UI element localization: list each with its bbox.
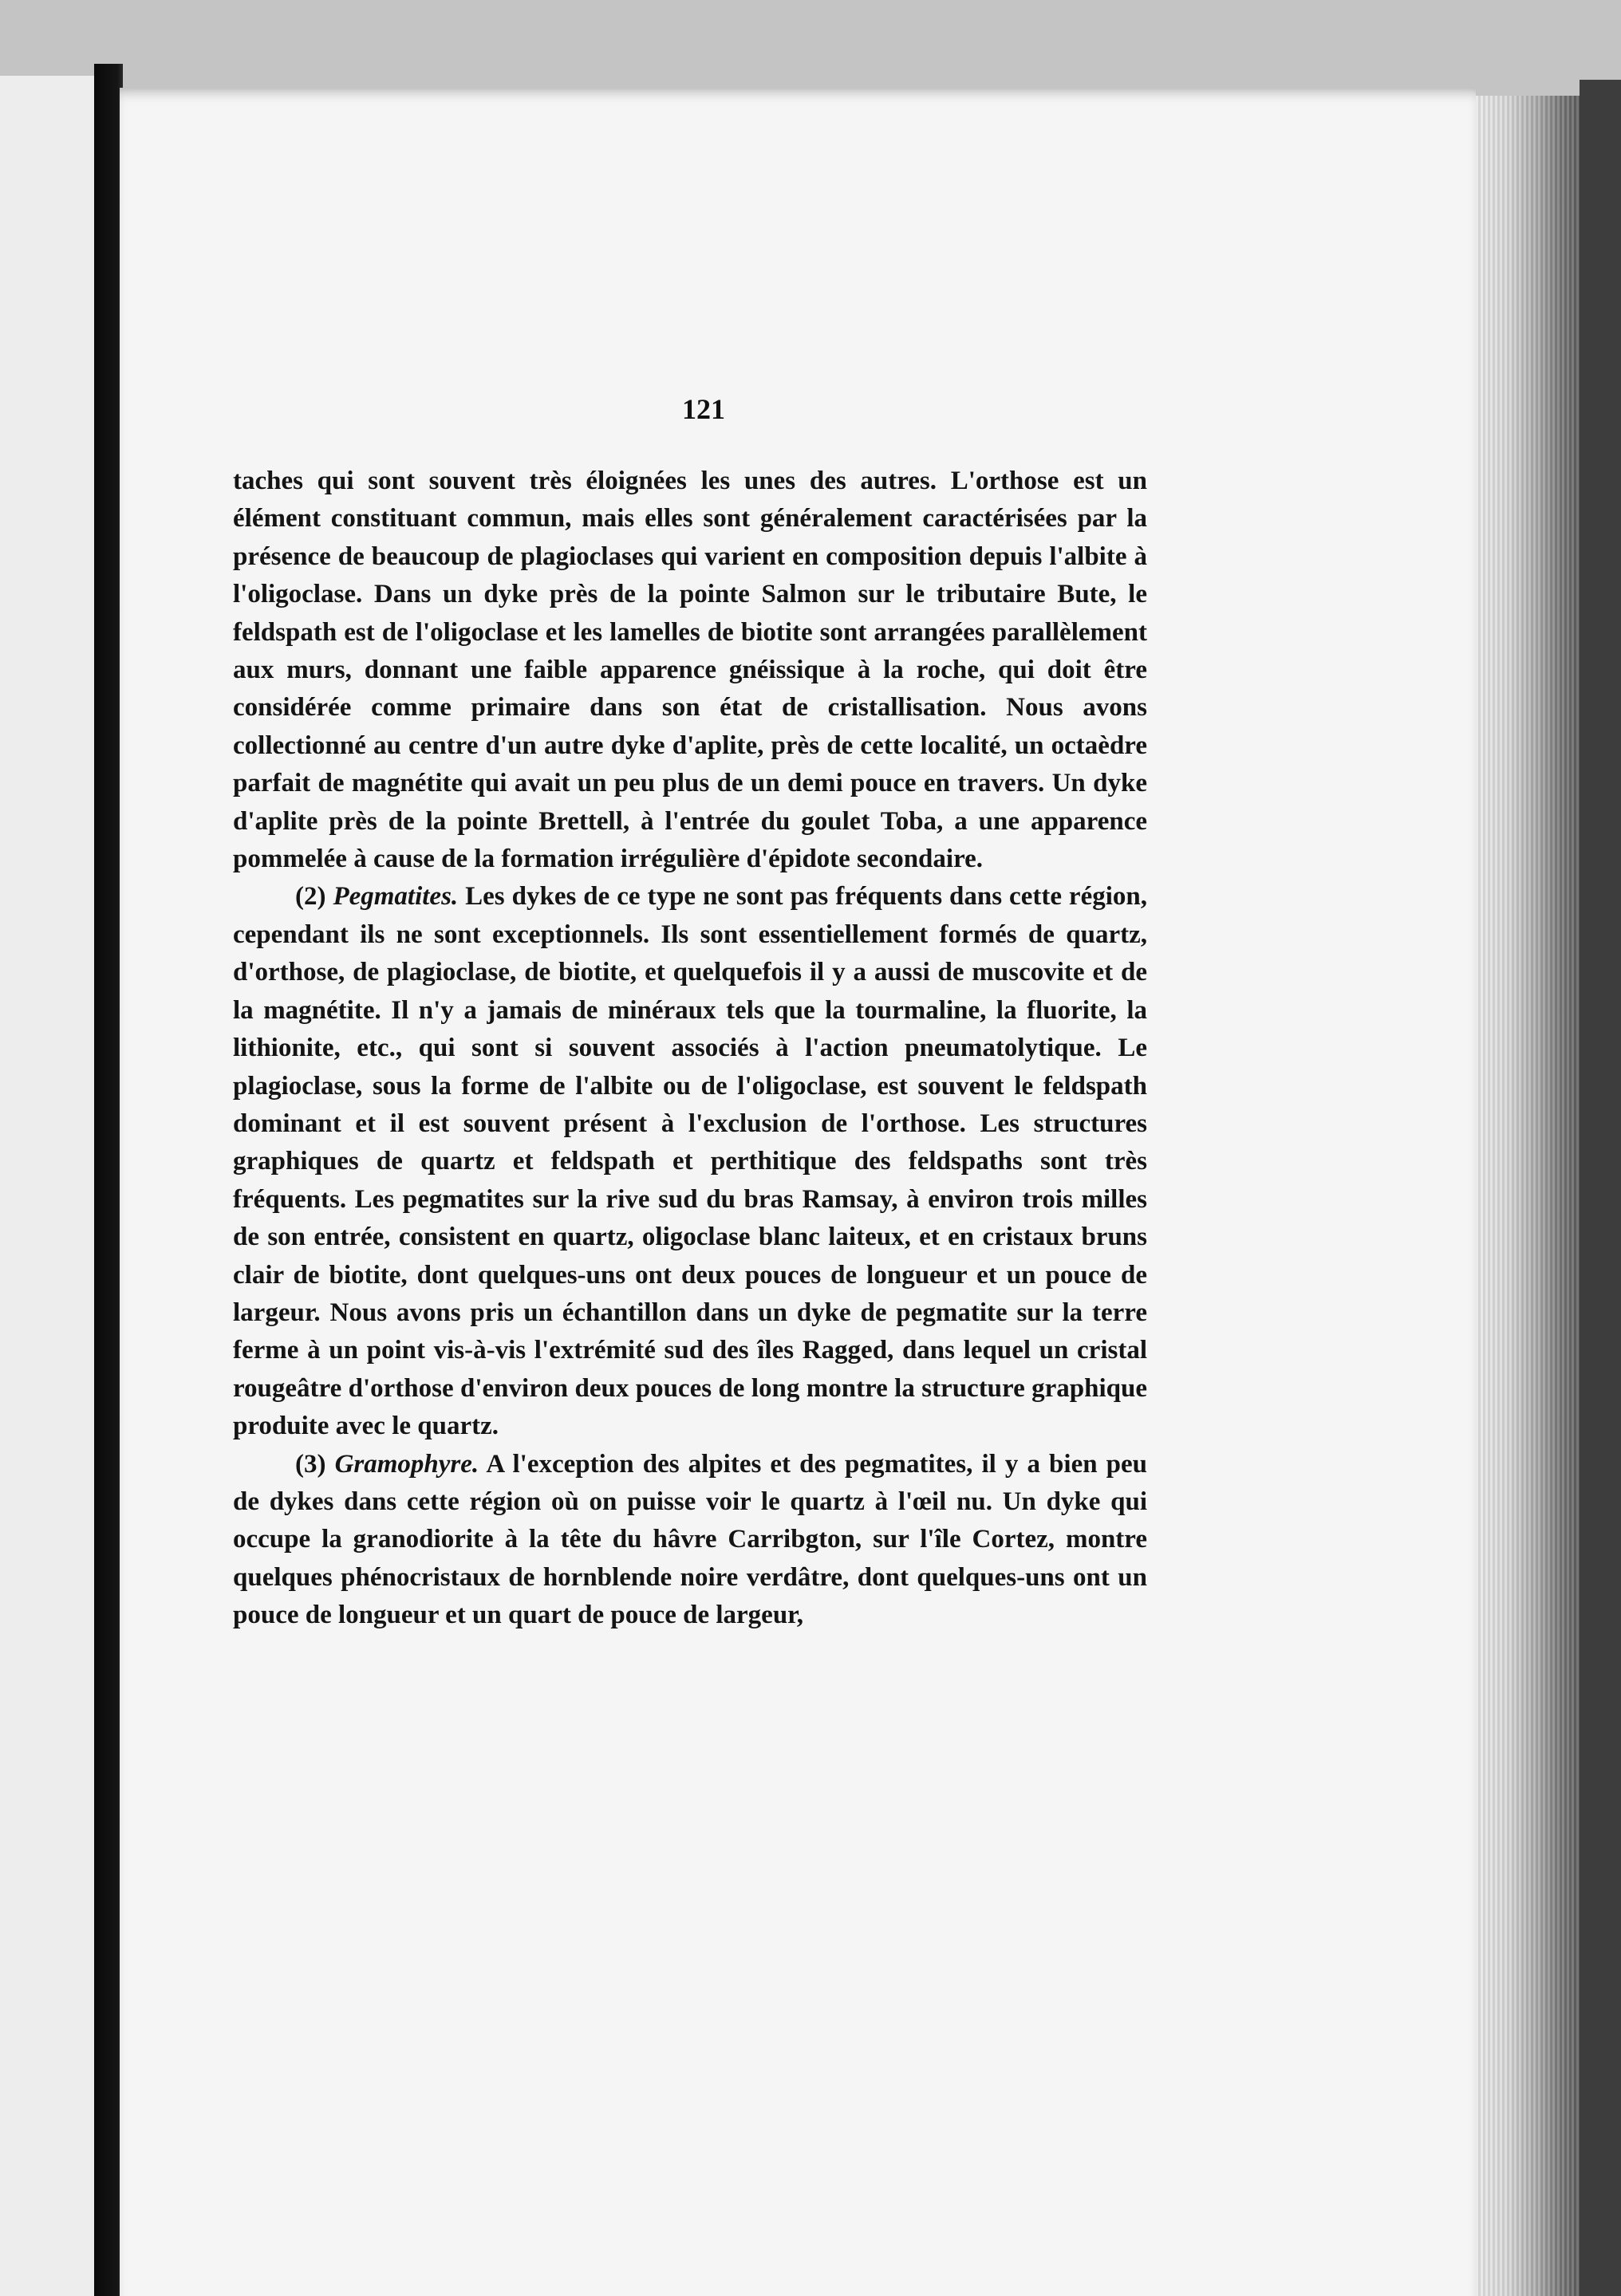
paragraph-text: A l'exception des alpites et des pegmatites, il y a bien peu de dykes dans cette région où on puisse voir le quartz à l'œil nu. Un dyke qui occupe la granodiorite à la tête du hâvre Carribgton, sur l'île Cortez, montre quelques phénocristaux de hornblende noire verdâtre, dont quelques-uns ont un pouce de longueur et un quart de pouce de largeur, xyxy=(233,1449,1147,1630)
paragraph-pegmatites xyxy=(233,878,1147,1445)
paragraph-continuation xyxy=(233,463,1147,878)
paragraph-text: taches qui sont souvent très éloignées les unes des autres. L'orthose est un élément constituant commun, mais elles sont généralement caractérisées par la présence de beaucoup de plagioclases qui varient en composition depuis l'albite à l'oligoclase. Dans un dyke près de la pointe Salmon sur le tributaire Bute, le feldspath est de l'oligoclase et les lamelles de biotite sont arrangées parallèlement aux murs, donnant une faible apparence gnéissique à la roche, qui doit être considérée comme primaire dans son état de cristallisation. Nous avons collectionné au centre d'un autre dyke d'aplite, près de cette localité, un octaèdre parfait de magnétite qui avait un peu plus de un demi pouce en travers. Un dyke d'aplite près de la pointe Brettell, à l'entrée du goulet Toba, a une apparence pommelée à cause de la formation irrégulière d'épidote secondaire. xyxy=(233,467,1147,874)
scan-border-right xyxy=(1580,80,1621,2296)
paragraph-text: Les dykes de ce type ne sont pas fréquents dans cette région, cependant ils ne sont exceptionnels. Ils sont essentiellement formés de quartz, d'orthose, de plagioclase, de biotite, et quelquefois il y a aussi de muscovite et de la magnétite. Il n'y a jamais de minéraux tels que la tourmaline, la fluorite, la lithionite, etc., qui sont si souvent associés à l'action pneumatolytique. Le plagioclase, sous la forme de l'albite ou de l'oligoclase, est souvent le feldspath dominant et il est souvent présent à l'exclusion de l'orthose. Les structures graphiques de quartz et feldspath et perthitique des feldspaths sont très fréquents. Les pegmatites sur la rive sud du bras Ramsay, à environ trois milles de son entrée, consistent en quartz, oligoclase blanc laiteux, et en cristaux bruns clair de biotite, dont quelques-uns ont deux pouces de longueur et un pouce de largeur. Nous avons pris un échantillon dans un dyke de pegmatite sur la terre ferme à un point vis-à-vis l'extrémité sud des îles Ragged, dans lequel un cristal rougeâtre d'orthose d'environ deux pouces de long montre la structure graphique produite avec le quartz. xyxy=(233,882,1147,1441)
body-text xyxy=(233,463,1147,1635)
section-title: Pegmatites. xyxy=(333,882,459,912)
page-stack-edge xyxy=(1476,96,1580,2296)
facing-page-edge xyxy=(0,76,94,2296)
paragraph-gramophyre xyxy=(233,1446,1147,1635)
book-gutter xyxy=(94,64,123,2296)
section-title: Gramophyre. xyxy=(334,1449,479,1479)
page-number: 121 xyxy=(682,393,725,425)
section-number: (2) xyxy=(295,882,326,912)
section-number: (3) xyxy=(295,1449,326,1479)
